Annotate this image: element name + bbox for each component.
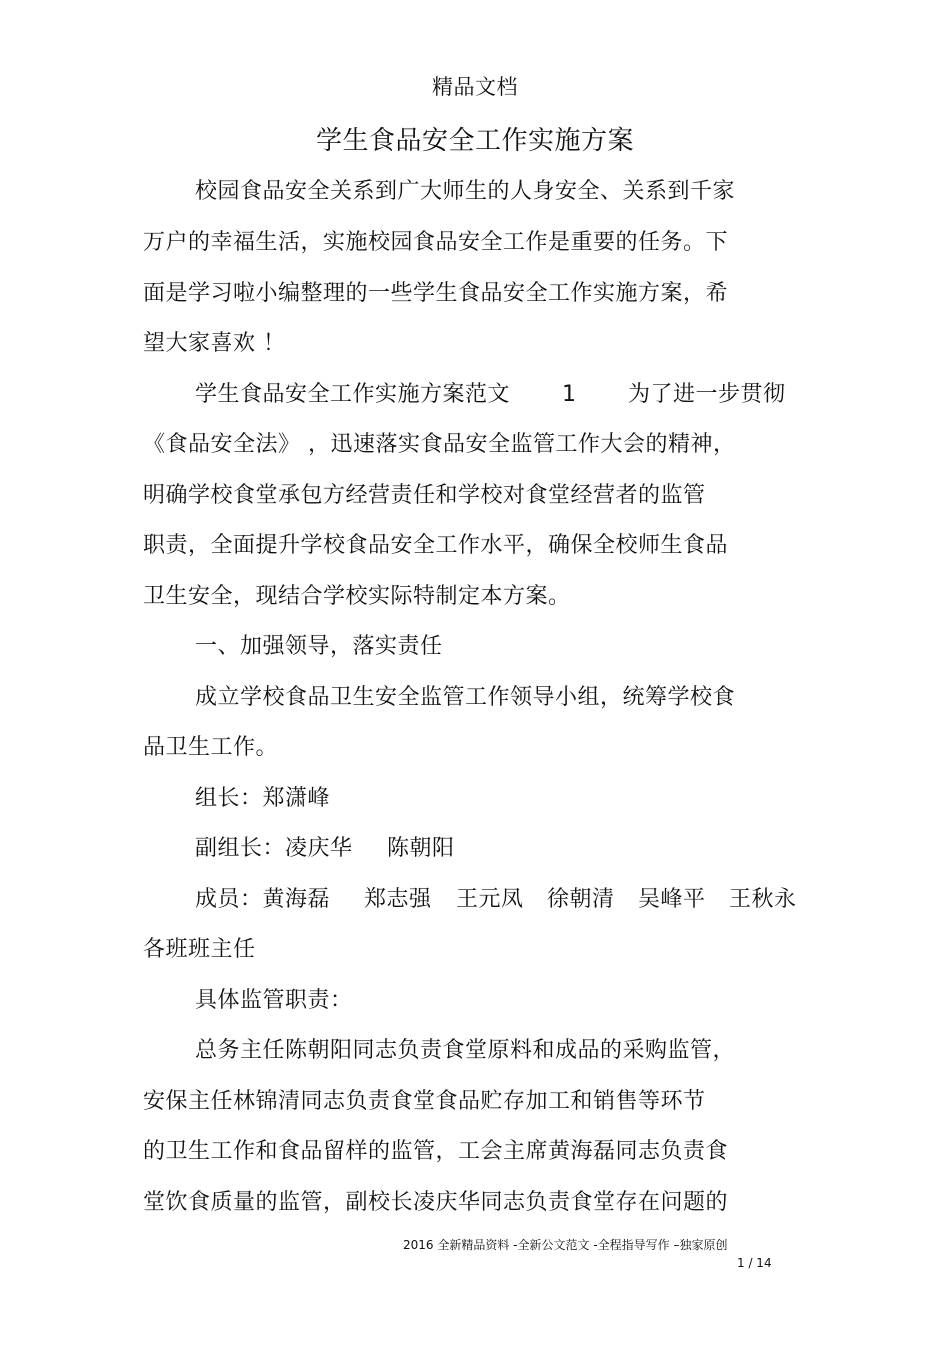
body-line: 《食品安全法》 ，迅速落实食品安全监管工作大会的精神，	[143, 432, 736, 457]
page-header: 精品文档	[432, 75, 518, 99]
body-line: 陈朝阳	[387, 836, 455, 861]
page-number: 1 / 14	[737, 1256, 772, 1270]
body-line: 品卫生工作。	[143, 735, 279, 760]
body-line: 卫生安全，现结合学校实际特制定本方案。	[143, 584, 571, 609]
document-title: 学生食品安全工作实施方案	[315, 126, 634, 156]
section-heading: 一、加强领导，落实责任	[195, 634, 443, 659]
body-line: 副组长：凌庆华	[195, 836, 353, 861]
body-line: 的卫生工作和食品留样的监管，工会主席黄海磊同志负责食	[143, 1139, 729, 1164]
body-line: 明确学校食堂承包方经营责任和学校对食堂经营者的监管	[143, 483, 706, 508]
body-line: 校园食品安全关系到广大师生的人身安全、关系到千家	[195, 179, 736, 204]
body-line: 各班班主任	[143, 937, 256, 962]
body-line: 郑志强	[364, 887, 432, 912]
body-line: 学生食品安全工作实施方案范文	[195, 382, 511, 407]
body-line: 成立学校食品卫生安全监管工作领导小组，统筹学校食	[195, 685, 736, 710]
body-line: 徐朝清	[547, 887, 615, 912]
body-line: 万户的幸福生活，实施校园食品安全工作是重要的任务。下	[143, 230, 729, 255]
body-line: 成员：黄海磊	[195, 887, 331, 912]
body-line: 具体监管职责：	[195, 988, 353, 1013]
body-line: 王元凤	[456, 887, 524, 912]
footer-slogan: 2016 全新精品资料 -全新公文范文 -全程指导写作 –独家原创	[403, 1238, 728, 1252]
body-line: 王秋永	[729, 887, 797, 912]
body-line: 总务主任陈朝阳同志负责食堂原料和成品的采购监管，	[195, 1038, 736, 1063]
body-line: 为了进一步贯彻	[628, 382, 786, 407]
body-line: 望大家喜欢 ！	[143, 331, 286, 356]
body-line: 组长：郑潇峰	[195, 786, 331, 811]
body-line: 1	[562, 382, 577, 407]
body-line: 吴峰平	[638, 887, 706, 912]
body-line: 职责，全面提升学校食品安全工作水平，确保全校师生食品	[143, 533, 729, 558]
body-line: 堂饮食质量的监管，副校长凌庆华同志负责食堂存在问题的	[143, 1190, 729, 1215]
body-line: 面是学习啦小编整理的一些学生食品安全工作实施方案，希	[143, 281, 729, 306]
body-line: 安保主任林锦清同志负责食堂食品贮存加工和销售等环节	[143, 1089, 706, 1114]
